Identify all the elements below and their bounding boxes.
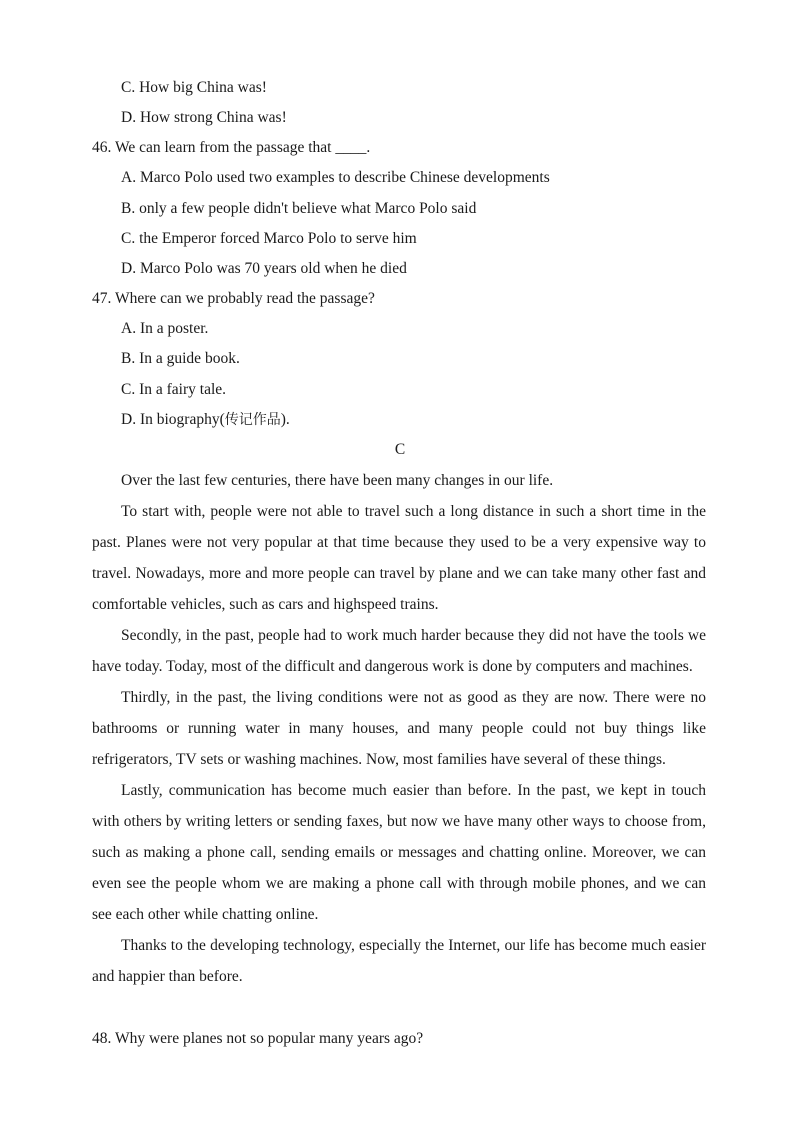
q46-option-a: A. Marco Polo used two examples to describe Chinese developments [121, 169, 550, 186]
q47-option-a: A. In a poster. [121, 320, 209, 337]
q47-stem: 47. Where can we probably read the passage? [92, 290, 375, 307]
q47-option-d-text: D. In biography( [121, 411, 225, 428]
q46-option-d: D. Marco Polo was 70 years old when he died [121, 260, 407, 277]
passage-paragraph-5: Lastly, communication has become much easier than before. In the past, we kept in touch with others by writing letters or sending faxes, but now we have many other ways to choose from, such as making a phone call, sending emails or messages and chatting online. Moreover, we can even see the people whom we are making a phone call with through mobile phones, and we can see each other while chatting online. [92, 782, 706, 923]
q48-stem: 48. Why were planes not so popular many years ago? [92, 1030, 424, 1047]
passage-paragraph-6: Thanks to the developing technology, especially the Internet, our life has become much easier and happier than before. [92, 937, 706, 985]
section-c-heading: C [394, 441, 406, 458]
q46-option-c: C. the Emperor forced Marco Polo to serve him [121, 230, 417, 247]
q47-option-d [121, 410, 290, 430]
q47-option-d-end: ). [280, 411, 290, 428]
q46-stem: 46. We can learn from the passage that ____. [92, 139, 371, 156]
q45-option-c: C. How big China was! [121, 79, 267, 96]
passage-paragraph-3: Secondly, in the past, people had to work much harder because they did not have the tools we have today. Today, most of the difficult and dangerous work is done by computers and machines. [92, 627, 706, 675]
passage-paragraph-2: To start with, people were not able to travel such a long distance in such a short time in the past. Planes were not very popular at that time because they used to be a very expensive way to travel. Nowadays, more and more people can travel by plane and we can take many other fast and comfortable vehicles, such as cars and highspeed trains. [92, 503, 706, 613]
section-c-passage [92, 465, 706, 992]
q47-option-b: B. In a guide book. [121, 350, 240, 367]
passage-paragraph-4: Thirdly, in the past, the living conditions were not as good as they are now. There were no bathrooms or running water in many houses, and many people could not buy things like refrigerators, TV sets or washing machines. Now, most families have several of these things. [92, 689, 706, 768]
q46-option-b: B. only a few people didn't believe what Marco Polo said [121, 200, 477, 217]
passage-paragraph-1: Over the last few centuries, there have been many changes in our life. [121, 472, 554, 489]
q45-option-d: D. How strong China was! [121, 109, 287, 126]
q47-option-d-cjk: 传记作品 [224, 412, 281, 428]
q47-option-c: C. In a fairy tale. [121, 381, 227, 398]
